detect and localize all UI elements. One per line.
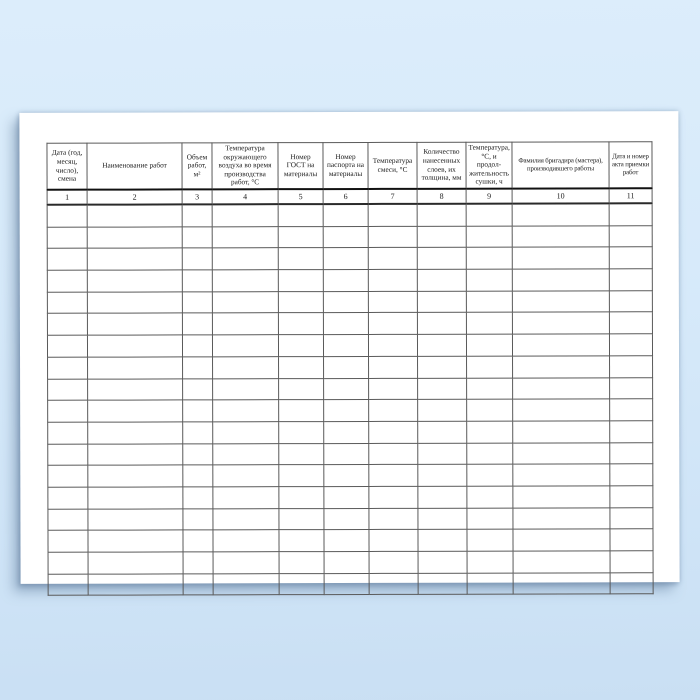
column-header-layers: Количество нанесенных слоев, их толщина, мм (417, 142, 466, 189)
empty-cell (323, 204, 368, 226)
empty-cell (467, 421, 513, 443)
empty-cell (466, 247, 512, 269)
empty-cell (279, 552, 324, 574)
column-number: 11 (609, 188, 652, 203)
empty-cell (183, 400, 213, 422)
table-header (47, 142, 652, 205)
empty-cell (183, 530, 213, 552)
empty-cell (88, 465, 183, 487)
empty-cell (87, 313, 182, 335)
empty-cell (369, 356, 418, 378)
document-page (19, 111, 679, 584)
empty-cell (48, 422, 88, 444)
empty-cell (513, 529, 610, 551)
empty-cell (87, 335, 182, 357)
empty-cell (513, 356, 610, 378)
empty-cell (213, 357, 279, 379)
empty-cell (417, 291, 466, 313)
column-header-mix-temperature: Температура смеси, °С (368, 142, 417, 189)
column-header-acceptance-act: Дата и номер акта приемки работ (609, 142, 652, 189)
empty-cell (324, 508, 369, 530)
empty-cell (182, 292, 212, 314)
empty-cell (212, 270, 278, 292)
empty-cell (324, 573, 369, 595)
empty-cell (87, 248, 182, 270)
column-number: 4 (212, 189, 278, 204)
empty-cell (47, 227, 87, 249)
empty-cell (87, 227, 182, 249)
column-number: 6 (323, 189, 368, 204)
empty-cell (513, 551, 610, 573)
column-number: 2 (87, 189, 182, 204)
empty-cell (183, 465, 213, 487)
empty-cell (609, 334, 652, 356)
empty-cell (466, 334, 512, 356)
empty-cell (324, 465, 369, 487)
empty-cell (512, 312, 609, 334)
empty-cell (213, 530, 279, 552)
empty-cell (369, 486, 418, 508)
empty-cell (369, 508, 418, 530)
empty-cell (47, 205, 87, 227)
empty-cell (418, 551, 467, 573)
empty-cell (467, 573, 513, 595)
empty-cell (369, 378, 418, 400)
empty-cell (278, 313, 323, 335)
empty-cell (418, 486, 467, 508)
empty-cell (183, 487, 213, 509)
empty-cell (278, 291, 323, 313)
empty-cell (467, 551, 513, 573)
column-number: 9 (466, 189, 512, 204)
empty-cell (513, 507, 610, 529)
empty-cell (324, 356, 369, 378)
empty-row (48, 442, 653, 465)
empty-cell (512, 203, 609, 225)
empty-cell (609, 203, 652, 225)
empty-cell (47, 270, 87, 292)
empty-cell (369, 465, 418, 487)
empty-row (47, 203, 652, 227)
empty-cell (48, 552, 88, 574)
empty-cell (279, 443, 324, 465)
column-number: 5 (278, 189, 323, 204)
empty-row (48, 377, 653, 400)
empty-cell (466, 291, 512, 313)
empty-cell (279, 487, 324, 509)
empty-cell (88, 552, 183, 574)
empty-cell (417, 334, 466, 356)
empty-cell (213, 443, 279, 465)
empty-cell (467, 356, 513, 378)
column-number: 10 (512, 188, 609, 203)
empty-cell (323, 291, 368, 313)
empty-cell (417, 248, 466, 270)
empty-cell (48, 574, 88, 596)
empty-cell (418, 356, 467, 378)
empty-cell (47, 335, 87, 357)
empty-cell (324, 400, 369, 422)
empty-cell (279, 378, 324, 400)
empty-cell (609, 269, 652, 291)
empty-cell (609, 225, 652, 247)
empty-cell (369, 573, 418, 595)
empty-cell (212, 291, 278, 313)
column-number: 3 (182, 189, 212, 204)
empty-cell (467, 378, 513, 400)
column-header-work-name: Наименование работ (87, 143, 182, 190)
empty-cell (368, 269, 417, 291)
empty-cell (467, 443, 513, 465)
column-header-foreman: Фамилия бригадира (мастера), производившего работы (512, 142, 609, 189)
empty-cell (610, 399, 653, 421)
column-header-drying: Температура, °С, и продол-жительность сушки, ч (466, 142, 512, 189)
work-log-table (46, 141, 653, 596)
empty-cell (610, 529, 653, 551)
empty-cell (610, 572, 653, 594)
empty-row (47, 269, 652, 292)
empty-cell (182, 227, 212, 249)
empty-cell (212, 248, 278, 270)
empty-cell (417, 204, 466, 226)
empty-cell (279, 356, 324, 378)
empty-cell (48, 444, 88, 466)
empty-cell (213, 422, 279, 444)
empty-cell (513, 573, 610, 595)
empty-cell (88, 378, 183, 400)
empty-cell (369, 421, 418, 443)
empty-row (48, 572, 653, 595)
empty-cell (213, 400, 279, 422)
column-header-date: Дата (год, месяц, число), смена (47, 143, 87, 190)
empty-cell (48, 465, 88, 487)
empty-cell (368, 291, 417, 313)
empty-cell (369, 443, 418, 465)
empty-cell (182, 313, 212, 335)
empty-cell (213, 378, 279, 400)
empty-cell (182, 204, 212, 226)
empty-cell (183, 509, 213, 531)
empty-row (48, 464, 653, 487)
empty-cell (368, 226, 417, 248)
empty-cell (610, 551, 653, 573)
empty-cell (324, 443, 369, 465)
empty-cell (182, 248, 212, 270)
empty-cell (368, 204, 417, 226)
empty-cell (513, 377, 610, 399)
empty-cell (513, 464, 610, 486)
empty-cell (513, 442, 610, 464)
empty-cell (513, 399, 610, 421)
empty-cell (87, 270, 182, 292)
empty-cell (47, 292, 87, 314)
empty-cell (213, 573, 279, 595)
empty-cell (512, 291, 609, 313)
empty-cell (418, 399, 467, 421)
empty-cell (323, 270, 368, 292)
empty-cell (610, 377, 653, 399)
header-row (47, 142, 652, 190)
empty-cell (48, 357, 88, 379)
empty-row (48, 421, 653, 444)
empty-row (48, 551, 653, 574)
empty-cell (279, 508, 324, 530)
column-number: 1 (47, 190, 87, 205)
empty-cell (88, 357, 183, 379)
empty-cell (323, 226, 368, 248)
empty-cell (183, 357, 213, 379)
empty-cell (48, 400, 88, 422)
empty-cell (610, 464, 653, 486)
empty-cell (418, 421, 467, 443)
empty-cell (278, 226, 323, 248)
empty-cell (88, 444, 183, 466)
empty-cell (467, 529, 513, 551)
column-header-gost-number: Номер ГОСТ на материалы (278, 143, 323, 190)
empty-cell (88, 400, 183, 422)
empty-cell (183, 552, 213, 574)
empty-cell (417, 269, 466, 291)
empty-cell (47, 314, 87, 336)
empty-row (47, 312, 652, 335)
empty-cell (323, 335, 368, 357)
empty-cell (48, 487, 88, 509)
empty-cell (324, 530, 369, 552)
empty-cell (183, 574, 213, 596)
empty-cell (418, 508, 467, 530)
empty-cell (183, 378, 213, 400)
empty-cell (278, 248, 323, 270)
empty-cell (418, 378, 467, 400)
empty-cell (278, 335, 323, 357)
column-number-row (47, 188, 652, 205)
empty-row (48, 356, 653, 379)
empty-cell (212, 204, 278, 226)
empty-cell (324, 551, 369, 573)
empty-cell (87, 204, 182, 226)
empty-cell (88, 422, 183, 444)
empty-cell (418, 573, 467, 595)
empty-cell (279, 421, 324, 443)
empty-cell (368, 313, 417, 335)
empty-cell (513, 421, 610, 443)
empty-cell (513, 486, 610, 508)
empty-cell (467, 464, 513, 486)
empty-cell (278, 204, 323, 226)
empty-cell (417, 313, 466, 335)
empty-cell (323, 313, 368, 335)
empty-cell (610, 507, 653, 529)
empty-cell (466, 226, 512, 248)
empty-cell (324, 421, 369, 443)
empty-cell (279, 530, 324, 552)
column-header-passport-number: Номер паспорта на материалы (323, 142, 368, 189)
empty-cell (610, 442, 653, 464)
empty-cell (368, 248, 417, 270)
empty-cell (183, 422, 213, 444)
table-body (47, 203, 653, 595)
empty-cell (609, 291, 652, 313)
empty-cell (183, 443, 213, 465)
empty-cell (467, 399, 513, 421)
empty-cell (467, 486, 513, 508)
empty-cell (88, 574, 183, 596)
column-number: 7 (368, 189, 417, 204)
empty-cell (512, 334, 609, 356)
column-number: 8 (417, 189, 466, 204)
empty-cell (609, 312, 652, 334)
empty-cell (182, 335, 212, 357)
empty-cell (324, 378, 369, 400)
empty-cell (609, 247, 652, 269)
empty-row (47, 247, 652, 270)
empty-cell (466, 313, 512, 335)
empty-cell (466, 269, 512, 291)
empty-cell (417, 226, 466, 248)
empty-cell (87, 292, 182, 314)
empty-cell (368, 334, 417, 356)
empty-cell (213, 508, 279, 530)
empty-cell (212, 313, 278, 335)
empty-row (47, 334, 652, 357)
column-header-volume: Объем работ, м² (182, 143, 212, 190)
empty-cell (369, 530, 418, 552)
empty-cell (88, 487, 183, 509)
empty-cell (47, 249, 87, 271)
empty-row (48, 399, 653, 422)
empty-row (47, 291, 652, 314)
empty-cell (610, 486, 653, 508)
empty-cell (466, 204, 512, 226)
empty-cell (279, 465, 324, 487)
empty-row (47, 225, 652, 248)
empty-cell (48, 509, 88, 531)
empty-cell (213, 487, 279, 509)
empty-cell (512, 269, 609, 291)
empty-cell (369, 400, 418, 422)
empty-row (48, 486, 653, 509)
empty-cell (467, 508, 513, 530)
empty-cell (212, 335, 278, 357)
empty-cell (512, 226, 609, 248)
empty-cell (323, 248, 368, 270)
empty-cell (279, 573, 324, 595)
empty-cell (278, 270, 323, 292)
empty-row (48, 529, 653, 552)
empty-cell (418, 464, 467, 486)
empty-row (48, 507, 653, 530)
empty-cell (610, 356, 653, 378)
empty-cell (213, 552, 279, 574)
empty-cell (212, 226, 278, 248)
empty-cell (213, 465, 279, 487)
empty-cell (88, 530, 183, 552)
empty-cell (48, 379, 88, 401)
empty-cell (324, 486, 369, 508)
empty-cell (279, 400, 324, 422)
empty-cell (182, 270, 212, 292)
empty-cell (418, 530, 467, 552)
empty-cell (88, 509, 183, 531)
empty-cell (48, 531, 88, 553)
empty-cell (610, 421, 653, 443)
empty-cell (418, 443, 467, 465)
empty-cell (512, 247, 609, 269)
empty-cell (369, 551, 418, 573)
column-header-air-temperature: Температура окружающего воздуха во время производства работ, °С (212, 143, 278, 190)
